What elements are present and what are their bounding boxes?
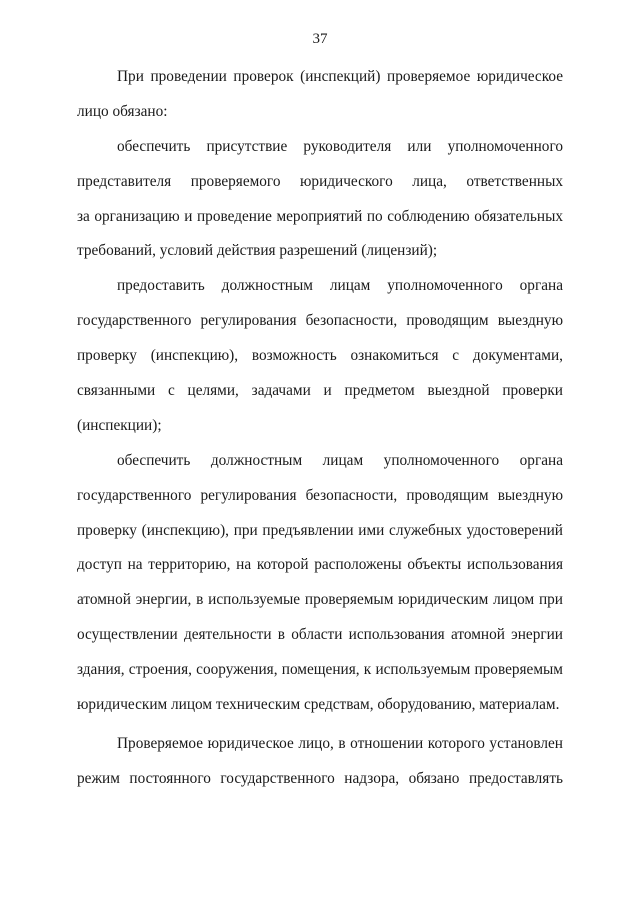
text-line: доступ на территорию, на которой расположены объекты использования [77,556,563,574]
document-body [77,60,563,797]
text-line: здания, строения, сооружения, помещения, к используемым проверяемым [77,661,563,679]
text-line: обеспечить должностным лицам уполномоченного органа [117,451,563,469]
text-line: государственного регулирования безопасности, проводящим выездную [77,486,563,504]
paragraph-provide-documents [77,269,563,443]
text-line: требований, условий действия разрешений (лицензий); [77,242,438,260]
text-line: режим постоянного государственного надзора, обязано предоставлять [77,769,563,787]
text-line: за организацию и проведение мероприятий по соблюдению обязательных [77,207,563,225]
text-line: (инспекции); [77,416,162,434]
text-line: государственного регулирования безопасности, проводящим выездную [77,312,563,330]
paragraph-inspection-obligations-intro [77,60,563,130]
text-line: обеспечить присутствие руководителя или уполномоченного [117,137,563,155]
paragraph-permanent-supervision [77,727,563,797]
text-line: предоставить должностным лицам уполномоченного органа [117,277,563,295]
paragraph-ensure-presence [77,130,563,270]
text-line: осуществлении деятельности в области использования атомной энергии [77,626,563,644]
text-line: атомной энергии, в используемые проверяемым юридическим лицом при [77,591,563,609]
text-line: проверку (инспекцию), при предъявлении ими служебных удостоверений [77,521,563,539]
page-number: 37 [312,31,328,47]
text-line: При проведении проверок (инспекций) проверяемое юридическое [117,68,563,85]
text-line: Проверяемое юридическое лицо, в отношении которого установлен [117,734,563,752]
text-line: представителя проверяемого юридического лица, ответственных [77,172,563,190]
text-line: связанными с целями, задачами и предметом выездной проверки [77,382,563,400]
text-line: юридическим лицом техническим средствам, оборудованию, материалам. [77,696,560,714]
paragraph-ensure-access [77,444,563,723]
text-line: проверку (инспекцию), возможность ознакомиться с документами, [77,347,563,365]
text-line: лицо обязано: [77,102,168,120]
